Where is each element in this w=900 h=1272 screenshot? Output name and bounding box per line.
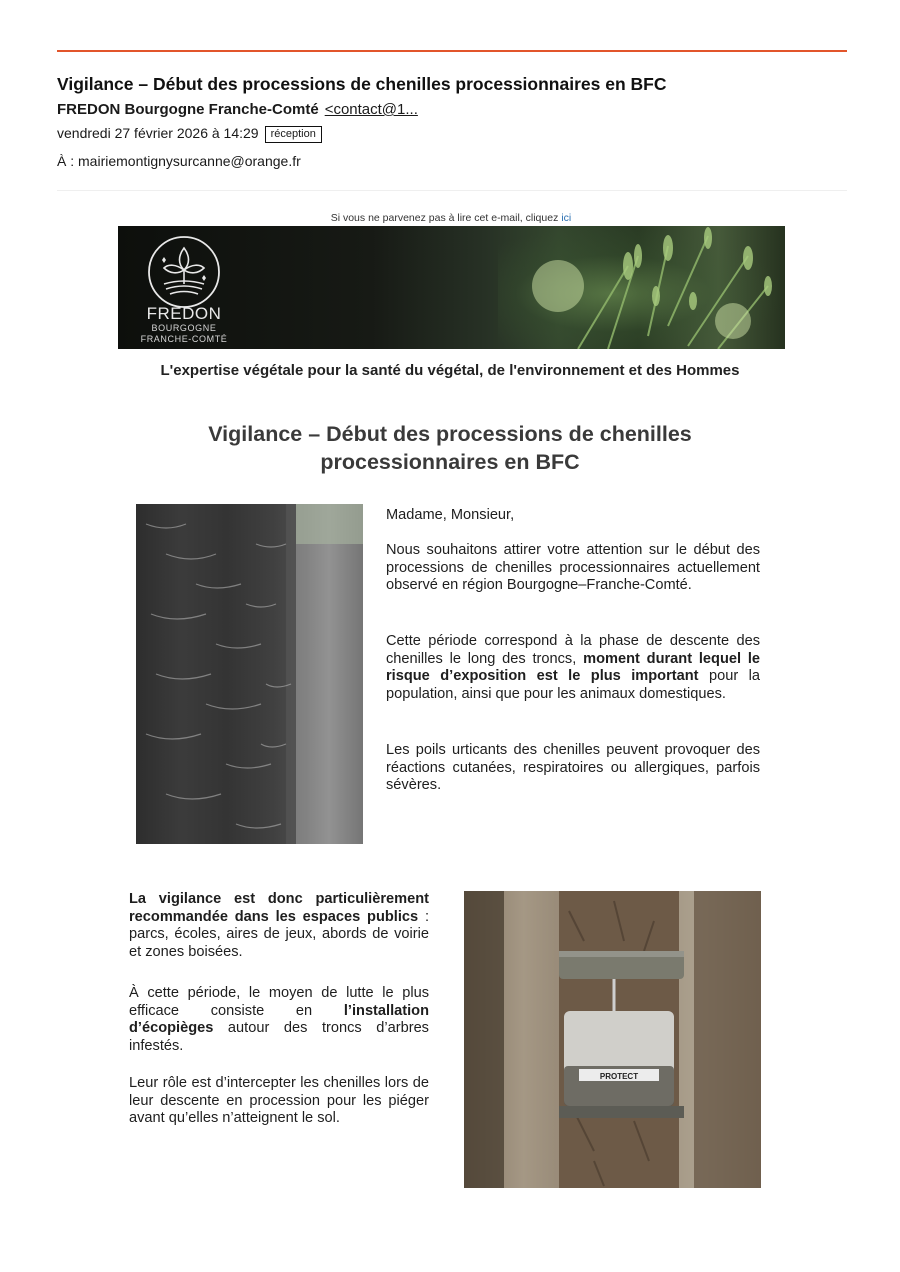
newsletter-tagline: L'expertise végétale pour la santé du végétal, de l'environnement et des Hommes [160,362,740,379]
newsletter-banner [118,226,785,349]
paragraph-ecotrap-bold: l’installation d’écopièges [129,1002,429,1037]
trap-label: PROTECT [599,1072,639,1081]
paragraph-role: Leur rôle est d’intercepter les chenilles lors de leur descente en procession pour les piéger avant qu’elles n’atteignent le sol. [129,1075,429,1127]
view-online-text: Si vous ne parvenez pas à lire cet e-mail, cliquez [330,212,559,224]
paragraph-risk-b: pour la population, ainsi que pour les animaux domestiques. [386,668,760,702]
fredon-logo-icon [146,234,222,310]
paragraph-ecotrap-b: autour des troncs d’arbres infestés. [129,1020,429,1054]
logo-region-line1: BOURGOGNE [151,323,217,333]
sender-address[interactable]: <contact@1... [324,101,418,118]
view-online-link[interactable]: ici [561,212,572,224]
email-subject: Vigilance – Début des processions de chenilles processionnaires en BFC [57,74,667,94]
paragraph-ecotrap [129,985,429,1055]
ecotrap-illustration [464,891,761,1188]
greeting: Madame, Monsieur, [386,507,515,523]
paragraph-hairs: Les poils urticants des chenilles peuvent provoquer des réactions cutanées, respiratoires ou allergiques, parfois sévères. [386,742,760,794]
caterpillar-texture [136,504,363,844]
header-rule [57,50,847,52]
email-date-line [57,125,322,143]
paragraph-risk [386,633,760,703]
paragraph-risk-bold: moment durant lequel le risque d’exposition est le plus important [386,650,760,685]
header-separator [57,190,847,191]
paragraph-vigilance-b: : parcs, écoles, aires de jeux, abords de voirie et zones boisées. [129,908,429,960]
sender-name: FREDON Bourgogne Franche-Comté [57,101,319,118]
view-online-line [118,212,784,224]
paragraph-vigilance [129,891,429,961]
newsletter-headline: Vigilance – Début des processions de chenilles processionnaires en BFC [208,422,692,474]
folder-badge[interactable]: réception [265,126,322,143]
ecotrap-photo [464,891,761,1188]
foliage-image [518,226,785,349]
logo-name: FREDON [146,304,222,323]
paragraph-vigilance-bold: La vigilance est donc particulièrement recommandée dans les espaces publics [129,891,429,925]
paragraph-ecotrap-a: À cette période, le moyen de lutte le plus efficace consiste en [129,985,429,1019]
logo-region-line2: FRANCHE-COMTÉ [140,334,228,344]
email-sender [57,101,418,118]
email-date: vendredi 27 février 2026 à 14:29 [57,125,259,141]
email-recipient: À : mairiemontignysurcanne@orange.fr [57,153,301,169]
caterpillar-trunk-photo [136,504,363,844]
paragraph-risk-a: Cette période correspond à la phase de descente des chenilles le long des troncs, [386,633,760,667]
paragraph-intro: Nous souhaitons attirer votre attention sur le début des processions de chenilles processionnaires actuellement observé en région Bourgogne–Franche-Comté. [386,542,760,594]
